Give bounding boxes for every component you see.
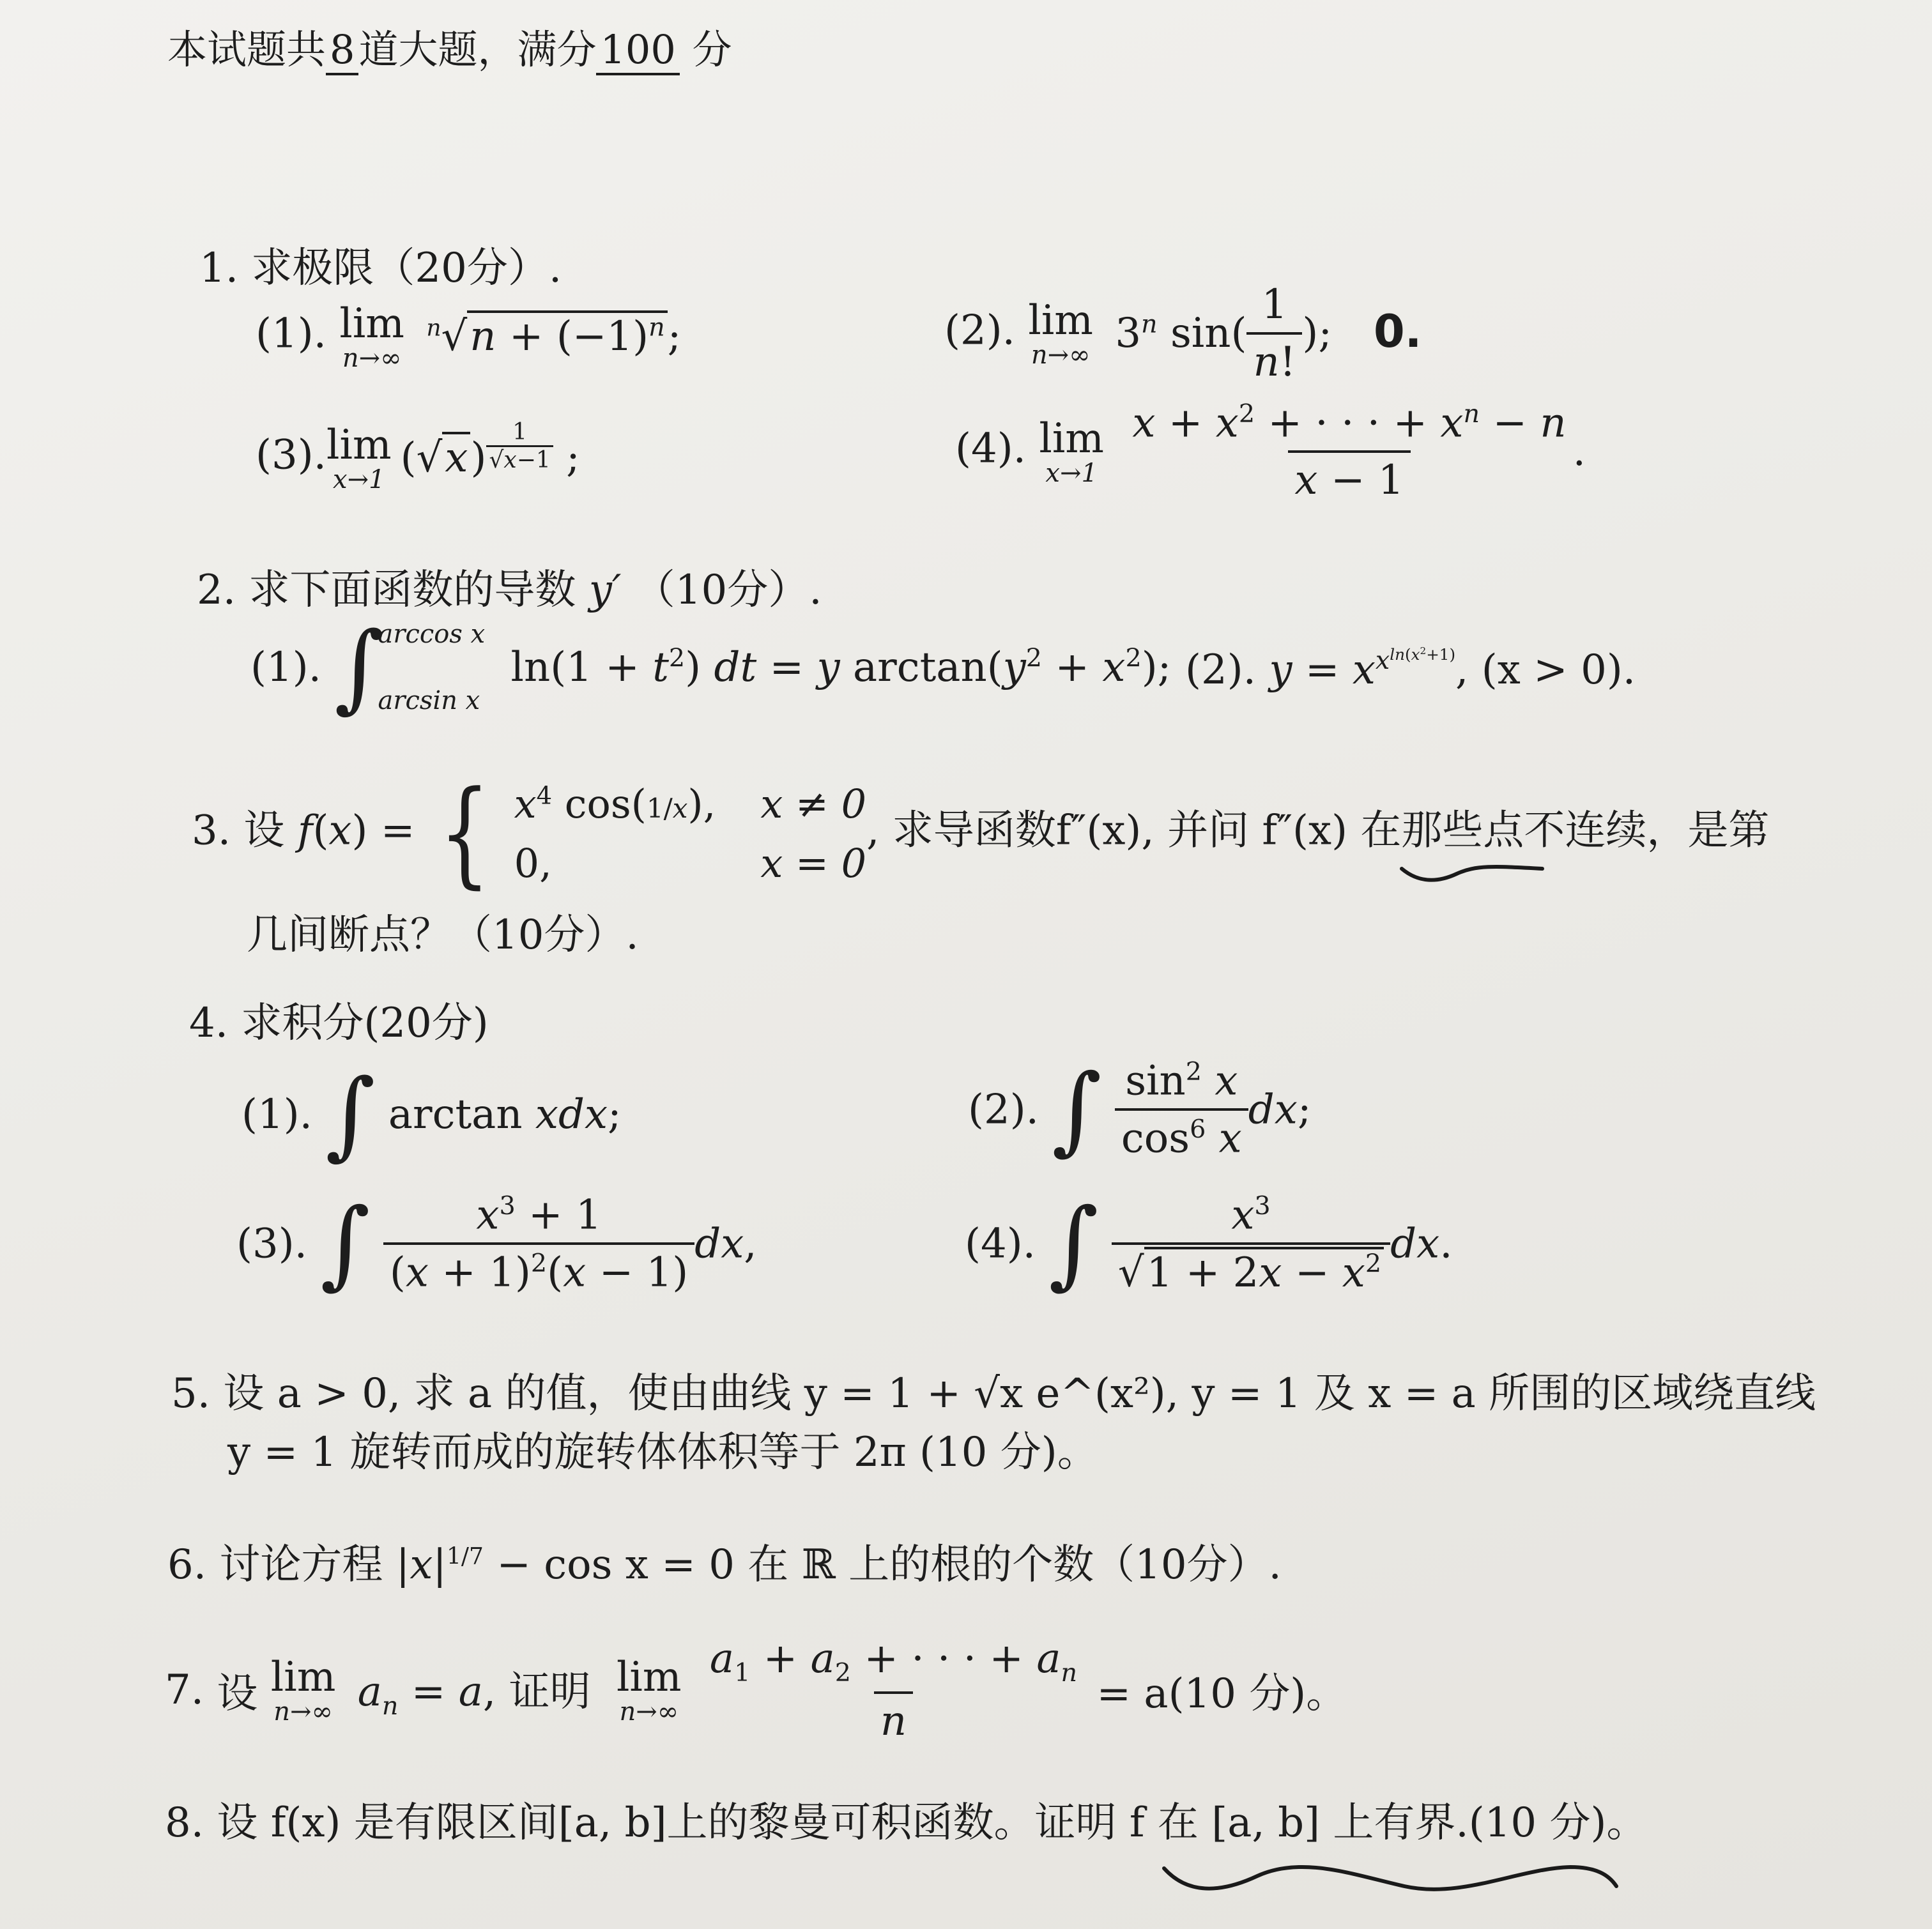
- q7-line: 7. 设 lim n→∞ $a_n = a$, 证明 lim n→∞ $\frac{a_1 + a_2 + \cdot \cdot \cdot + a_n}{n}$ = a(10 分)。: [165, 1635, 1347, 1745]
- q3-text: 求导函数f″(x), 并问 f″(x) 在那些点不连续，是第: [892, 807, 1770, 855]
- q7-lead: 设: [217, 1670, 258, 1718]
- q5-text-line1: 设 a > 0, 求 a 的值，使由曲线 y = 1 + √x e^(x²), y = 1 及 x = a 所围的区域绕直线: [223, 1370, 1816, 1417]
- q1-part1: (1). lim n→∞ $^n√n + (-1)^n$;: [256, 300, 682, 373]
- q1-p3-label: (3).: [256, 431, 326, 479]
- q2-points: （10分）.: [634, 567, 822, 614]
- q1-p1-label: (1).: [256, 310, 326, 358]
- q6-text-b: − cos x = 0 在 ℝ 上的根的个数（10分）.: [496, 1541, 1282, 1589]
- q1-p2-limit: lim n→∞: [1028, 297, 1093, 370]
- header-middle: 道大题，满分: [358, 26, 597, 73]
- q2-p1-label: (1).: [250, 644, 321, 691]
- q4-part1: (1). ∫ arctan xdx;: [241, 1059, 622, 1170]
- piecewise-brace: {: [438, 766, 491, 900]
- q4-p2-label: (2).: [968, 1086, 1039, 1134]
- q2-condition: (x > 0).: [1481, 646, 1636, 694]
- q4-part2: (2). ∫ $\frac{\sin^2 x}{\cos^6 x}$ dx;: [968, 1054, 1312, 1166]
- q1-p4-label: (4).: [955, 425, 1026, 473]
- q4-heading: [189, 990, 489, 1049]
- q6-line: 6. 讨论方程 $|x|^{1/7} - \cos x = 0$ 在 ℝ 上的根的个数（10分）.: [167, 1541, 1282, 1589]
- q3-lead: 设: [243, 807, 285, 855]
- header-suffix: 分: [692, 26, 732, 73]
- q4-part4: (4). ∫ $\frac{x^3}{√1 + 2x - x^2}$ dx.: [965, 1188, 1453, 1300]
- q2-number: 2.: [197, 567, 236, 614]
- q2-yprime: y′: [588, 567, 622, 614]
- q4-p4-label: (4).: [965, 1220, 1036, 1268]
- q2-part2: (2). $y = x^{x^{ln(x^2+1)}}$, (x > 0).: [1185, 645, 1636, 694]
- q6-number: 6.: [167, 1541, 207, 1589]
- q3-line1: 3. 设 f(x) = { $x^4$ cos(1/x), x ≠ 0 0, x = 0 , 求导函数f″(x), 并问 f″(x) 在那些点不连续，是第: [192, 766, 1770, 900]
- q8-text: 设 f(x) 是有限区间[a, b]上的黎曼可积函数。证明 f 在 [a, b] 上有界.(10 分)。: [217, 1799, 1648, 1847]
- exam-header: [167, 18, 732, 75]
- q5-line2: y = 1 旋转而成的旋转体体积等于 2π (10 分)。: [227, 1429, 1098, 1476]
- q3-line2: 几间断点？（10分）.: [247, 911, 639, 959]
- q2-p2-label: (2).: [1185, 646, 1256, 694]
- q1-p4-limit: lim x→1: [1039, 415, 1104, 489]
- q2-lower-limit: arcsin x: [378, 686, 480, 715]
- question-count: 8: [326, 26, 358, 75]
- q1-part3: (3). lim x→1 (√x) $\frac{1}{√x-1}$ ;: [256, 418, 580, 494]
- q7-number: 7.: [165, 1666, 204, 1714]
- integral-sign: ∫: [320, 1188, 371, 1300]
- q2-heading: [197, 557, 822, 616]
- q5-number: 5.: [171, 1370, 211, 1417]
- integral-sign: ∫: [1048, 1188, 1099, 1300]
- integral-sign: ∫: [1052, 1054, 1102, 1166]
- q1-heading: [199, 235, 562, 294]
- q4-p1-label: (1).: [241, 1091, 312, 1138]
- q1-part4: (4). lim x→1 $\frac{x + x^2 + \cdot \cdot \cdot + x^n - n}{x - 1}$ .: [955, 399, 1586, 505]
- q4-title: 求积分(20分): [241, 1000, 489, 1047]
- q1-number: 1.: [199, 245, 239, 292]
- q1-title: 求极限（20分）.: [251, 245, 562, 292]
- piecewise-cases: $x^4$ cos(1/x), x ≠ 0 0, x = 0: [514, 781, 867, 887]
- underline-squiggle-q3: [1399, 855, 1546, 887]
- q1-part2: (2). lim n→∞ 3$^n$ sin( $\frac{1}{n!}$ );: [944, 281, 1332, 386]
- q5-line1: [171, 1361, 1816, 1419]
- q4-p3-label: (3).: [236, 1220, 307, 1268]
- integral-sign: ∫: [325, 1059, 376, 1170]
- q3-number: 3.: [192, 807, 231, 855]
- q2-title: 求下面函数的导数: [249, 567, 576, 614]
- q4-number: 4.: [189, 1000, 229, 1047]
- q2-part1: (1). ∫ arccos x arcsin x $\ln(1 + t^2)$ dt = y $\arctan(y^2 + x^2)$;: [250, 612, 1172, 723]
- q1-p1-limit: lim n→∞: [339, 300, 404, 373]
- q4-part3: (3). ∫ $\frac{x^3 + 1}{(x + 1)^2(x - 1)}$ dx,: [236, 1188, 757, 1300]
- q7-tail: = a(10 分)。: [1096, 1670, 1347, 1718]
- q2-upper-limit: arccos x: [378, 620, 486, 649]
- header-prefix: 本试题共: [167, 26, 326, 73]
- q8-line: [165, 1790, 1647, 1849]
- q1-p3-limit: lim x→1: [326, 422, 392, 494]
- q1-p2-label: (2).: [944, 307, 1015, 355]
- q6-text-a: 讨论方程: [219, 1541, 383, 1589]
- q1-handwritten-answer: 0.: [1374, 305, 1422, 358]
- integral-sign: ∫: [334, 612, 385, 723]
- total-score: 100: [596, 26, 679, 75]
- underline-squiggle-q8: [1162, 1849, 1621, 1907]
- q8-number: 8.: [165, 1799, 204, 1847]
